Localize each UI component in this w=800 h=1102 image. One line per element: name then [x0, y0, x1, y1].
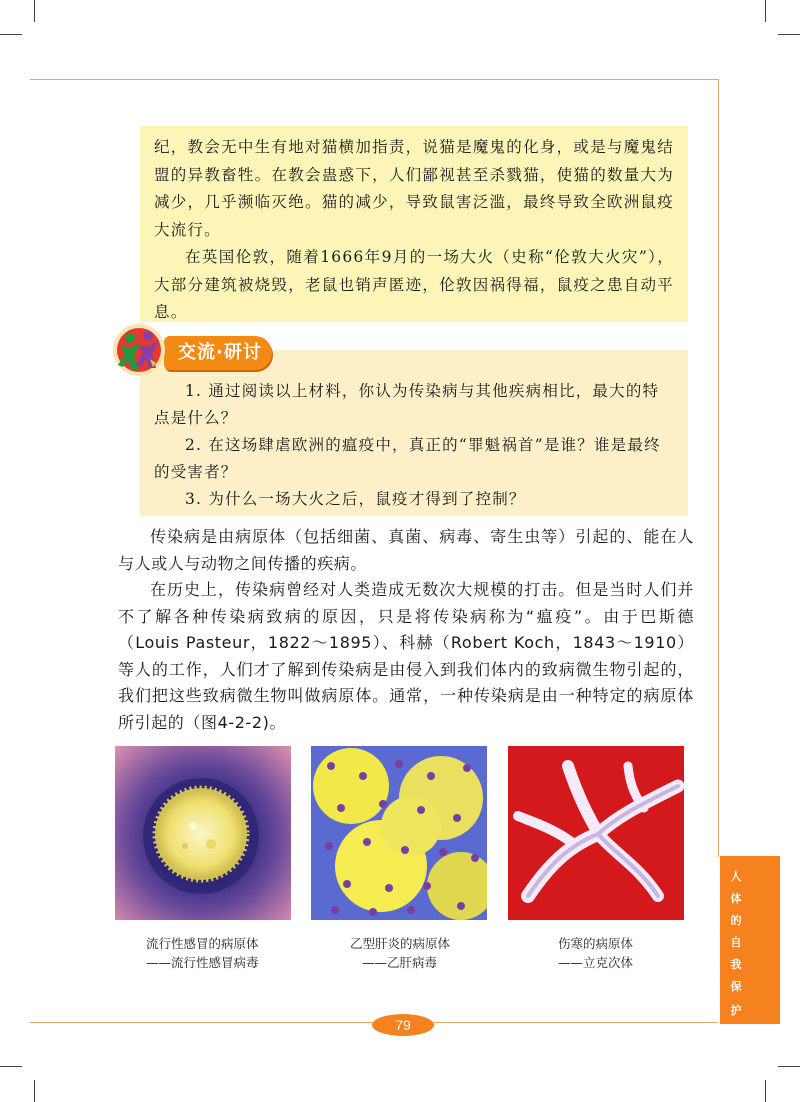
reading-paragraph: 在英国伦敦，随着1666年9月的一场大火（史称“伦敦大火灾”），大部分建筑被烧毁，老鼠也销声匿迹，伦敦因祸得福，鼠疫之患自动平息。 [154, 248, 674, 321]
discussion-question: 2. 在这场肆虐欧洲的瘟疫中，真正的“罪魁祸首”是谁？谁是最终的受害者？ [154, 436, 661, 481]
reading-material-box [140, 126, 688, 322]
side-tab-char: 人 [730, 870, 742, 883]
side-tab-char: 保 [730, 980, 742, 993]
caption-line: 伤寒的病原体 [558, 936, 634, 951]
page-number-badge [372, 1014, 434, 1036]
influenza-virus-image [115, 746, 291, 920]
crop-mark [778, 1066, 800, 1067]
caption-line: 乙型肝炎的病原体 [350, 936, 451, 951]
caption-line: 流行性感冒的病原体 [146, 936, 259, 951]
side-tab-char: 体 [730, 892, 742, 905]
figure-caption [350, 934, 450, 972]
crop-mark [0, 34, 22, 35]
caption-line: ——立克次体 [558, 955, 634, 970]
body-paragraph: 在历史上，传染病曾经对人类造成无数次大规模的打击。但是当时人们并不了解各种传染病致病的原因，只是将传染病称为“瘟疫”。由于巴斯德（Louis Pasteur，1822～1895）、科赫（Robert Koch，1843～1910）等人的工作，人们才了解到传染病是由侵入到我们体内的致病微生物引起的，我们把这些致病微生物叫做病原体。通常，一种传染病是由一种特定的病原体所引起的（图4-2-2)。 [118, 580, 694, 732]
page-number: 79 [395, 1017, 411, 1033]
crop-mark [34, 1080, 35, 1102]
crop-mark [34, 0, 35, 22]
crop-mark [765, 0, 766, 22]
discussion-question: 1. 通过阅读以上材料，你认为传染病与其他疾病相比，最大的特点是什么？ [154, 382, 660, 427]
hepatitis-b-virus-image [311, 746, 487, 920]
side-tab-char: 自 [730, 936, 742, 949]
caption-line: ——乙肝病毒 [362, 955, 438, 970]
side-tab-char: 的 [730, 914, 742, 927]
figure-caption [146, 934, 259, 972]
discussion-box [140, 350, 688, 516]
side-tab-char: 护 [730, 1004, 742, 1017]
reading-paragraph: 纪，教会无中生有地对猫横加指责，说猫是魔鬼的化身，或是与魔鬼结盟的异教畜牲。在教会蛊惑下，人们鄙视甚至杀戮猫，使猫的数量大为减少，几乎濒临灭绝。猫的减少，导致鼠害泛滥，最终导致全欧洲鼠疫大流行。 [154, 138, 674, 239]
body-paragraph: 传染病是由病原体（包括细菌、真菌、病毒、寄生虫等）引起的、能在人与人或人与动物之间传播的疾病。 [118, 527, 694, 573]
main-text [118, 524, 694, 736]
page-right-rule [718, 79, 719, 857]
crop-mark [778, 34, 800, 35]
page-top-rule [30, 79, 718, 80]
discussion-title-banner [164, 336, 272, 370]
figure-caption [558, 934, 633, 972]
crop-mark [0, 1066, 22, 1067]
discussion-people-icon [112, 323, 166, 377]
discussion-question: 3. 为什么一场大火之后，鼠疫才得到了控制？ [185, 490, 526, 508]
discussion-title: 交流·研讨 [178, 342, 262, 363]
caption-line: ——流行性感冒病毒 [146, 955, 259, 970]
side-tab-char: 我 [730, 958, 742, 971]
chapter-side-tab [720, 856, 780, 1024]
crop-mark [765, 1080, 766, 1102]
rickettsia-image [508, 746, 684, 920]
